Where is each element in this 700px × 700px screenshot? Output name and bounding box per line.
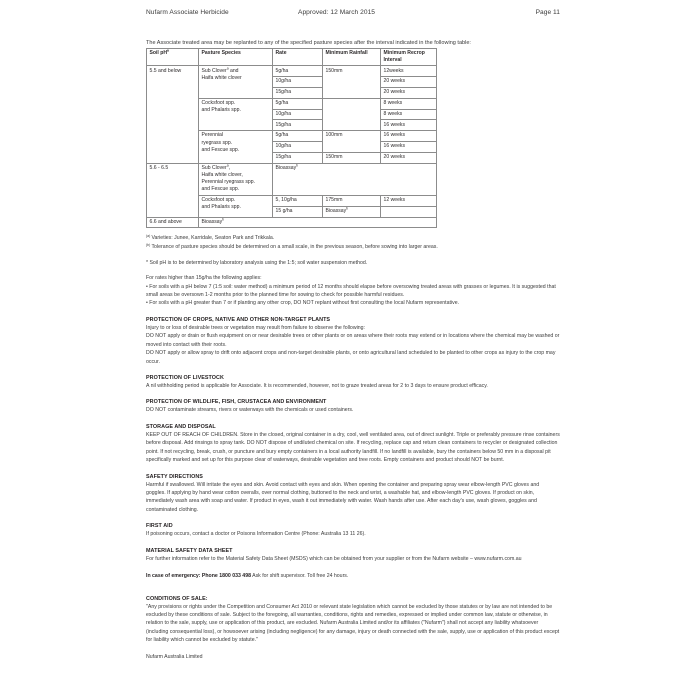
cell-rate: 15g/ha [273,120,323,131]
footnote-marker: a [226,65,229,70]
soil-ph-note: * Soil pH is to be determined by laboratory analysis using the 1:5; soil water suspension method. [146,260,368,267]
section-protection-of-crops [146,317,560,366]
section-heading: STORAGE AND DISPOSAL [146,423,216,430]
emergency-detail: Ask for shift supervisor. Toll free 24 hours. [250,573,349,580]
cell-rate: 10g/ha [273,109,323,120]
cell-minimum-recrop: 20 weeks [381,152,437,163]
cell-pasture-species: Cocksfoot spp. and Phalaris spp. [199,195,273,217]
footnote-marker: a [167,48,169,53]
section-storage-and-disposal [146,424,560,465]
cell-rate: 5, 10g/ha [273,195,323,206]
cell-minimum-recrop: 20 weeks [381,77,437,88]
cell-minimum-recrop: 12weeks [381,66,437,77]
spacer [146,581,560,587]
cell-soil-ph: 5.6 - 6.5 [147,163,199,217]
running-head-page-number: Page 11 [535,9,560,16]
section-paragraph: DO NOT contaminate streams, rivers or waterways with the chemicals or used containers. [146,407,354,414]
company-signoff: Nufarm Australia Limited [146,653,203,660]
cell-rate: 15g/ha [273,87,323,98]
footnote-marker: b [222,217,225,222]
replant-table-intro: The Associate treated area may be replanted to any of the specified pasture species after the interval indicated in the following table: [146,40,471,46]
footnote-marker: b [296,163,299,167]
section-heading: PROTECTION OF WILDLIFE, FISH, CRUSTACEA AND ENVIRONMENT [146,399,327,406]
section-protection-of-livestock [146,375,560,390]
cell-minimum-rainfall: 100mm [323,131,381,153]
cell-minimum-recrop: 16 weeks [381,120,437,131]
table-row [147,66,437,77]
cell-soil-ph: 6.6 and above [147,217,199,228]
section-paragraph: A nil withholding period is applicable for Associate. It is recommended, however, not to graze treated areas for 2 to 3 days to ensure product efficacy. [146,383,488,390]
cell-rate: 15 g/ha [273,206,323,217]
header-pasture-species: Pasture Species [199,49,273,66]
cell-pasture-species: Sub Clover$^a$, Haifa white clover, Perennial ryegrass spp. and Fescue spp. [199,163,273,195]
cell-rate: 10g/ha [273,141,323,152]
conditions-of-sale-body: "Any provisions or rights under the Competition and Consumer Act 2010 or relevant state legislation which cannot be excluded by those statutes or by law are not intended to be excluded by these conditions of sale. Subject to the foregoing, all warranties, conditions, rights and remedies, expressed or implied under common law, statute or otherwise, in relation to the sale, supply, use or application of this product, are excluded. Nufarm Australia Limited and/or its affiliates ("Nufarm") shall not accept any liability whatsoever (including consequential loss), or howsoever arising (including negligence) for any damage, injury or death connected with the sale, supply, use or application of this product except for liability which cannot be excluded by statute." [146,603,560,644]
higher-rates-bullet-2: • For soils with a pH greater than 7 or if planting any other crop, DO NOT replant without first consulting the local Nufarm representative. [146,300,460,307]
header-rate: Rate [273,49,323,66]
emergency-phone: In case of emergency: Phone 1800 033 498 [146,573,251,580]
footnote-marker-b: (b) [146,242,151,247]
section-material-safety-data-sheet [146,548,560,563]
section-heading: SAFETY DIRECTIONS [146,473,203,480]
emergency-line [146,572,560,580]
section-first-aid [146,523,560,538]
cell-bioassay: Bioassay$^b$ [273,163,437,195]
cell-rate: 5g/ha [273,66,323,77]
cell-minimum-recrop: 8 weeks [381,109,437,120]
section-heading: CONDITIONS OF SALE: [146,595,208,602]
cell-minimum-recrop: 8 weeks [381,98,437,109]
cell-minimum-rainfall [323,98,381,130]
cell-rate: 5g/ha [273,98,323,109]
table-header-row [147,49,437,66]
cell-minimum-rainfall: 150mm [323,66,381,98]
footnote-marker-a: (a) [146,233,151,238]
footnote-marker: a [226,163,229,167]
section-heading: MATERIAL SAFETY DATA SHEET [146,547,233,554]
cell-pasture-species: Perennial ryegrass spp. and Fescue spp. [199,131,273,163]
section-paragraph: For further information refer to the Material Safety Data Sheet (MSDS) which can be obtained from your supplier or from the Nufarm website – www.nufarm.com.au [146,555,522,562]
page-running-head [146,9,560,16]
higher-rates-lead: For rates higher than 15g/ha the following applies: [146,275,262,282]
section-paragraph: DO NOT apply or allow spray to drift onto adjacent crops and non-target desirable plants, or onto agricultural land scheduled to be planted to other crops as injury to the crop may occur. [146,350,556,365]
cell-minimum-rainfall: 150mm [323,152,381,163]
cell-rate: 10g/ha [273,77,323,88]
section-conditions-of-sale [146,596,560,645]
table-row [147,163,437,195]
cell-pasture-species: Cocksfoot spp. and Phalaris spp. [199,98,273,130]
section-paragraph: If poisoning occurs, contact a doctor or Poisons Information Centre (Phone: Australia 13 11 26). [146,531,366,538]
section-heading: FIRST AID [146,523,173,530]
cell-rate: 5g/ha [273,131,323,142]
section-paragraph: KEEP OUT OF REACH OF CHILDREN. Store in the closed, original container in a dry, cool, well ventilated area, out of direct sunlight. Triple or preferably pressure rinse containers before disposal. Add rinsings to spray tank. DO NOT dispose of undiluted chemical on site. If recycling, replace cap and return clean containers to recycler or designated collection point. If not recycling, break, crush, or puncture and bury empty containers in a local authority landfill. If no landfill is available, bury the containers below 50 mm in a disposal pit specifically marked and set up for this purpose clear of waterways, desirable vegetation and tree roots. Empty containers and product should NOT be burnt. [146,431,560,464]
section-paragraph: Injury to or loss of desirable trees or vegetation may result from failure to observe the following: [146,324,365,331]
replant-interval-table [146,48,437,228]
header-minimum-recrop: Minimum Recrop Interval [381,49,437,66]
section-protection-of-wildlife [146,399,560,414]
header-minimum-rainfall: Minimum Rainfall [323,49,381,66]
running-head-approval: Approved: 12 March 2015 [298,9,376,16]
cell-minimum-recrop: 16 weeks [381,141,437,152]
footnote-a: $^{(a)}$Varieties: Junee, Karridale, Seaton Park and Trikkala. [146,233,275,242]
section-heading: PROTECTION OF LIVESTOCK [146,375,224,382]
section-heading: PROTECTION OF CROPS, NATIVE AND OTHER NON-TARGET PLANTS [146,316,331,323]
table-footnotes [146,234,560,252]
table-row [147,217,437,228]
cell-minimum-rainfall: 175mm [323,195,381,206]
header-soil-ph: Soil pH$^a$ [147,49,199,66]
cell-minimum-recrop: 20 weeks [381,87,437,98]
higher-rates-bullet-1: • For soils with a pH below 7 (1:5 soil: water method) a minimum period of 12 months should elapse before oversowing treated areas with grasses or legumes. It is suggested that small areas be oversown 1-2 months prior to the planned time for sowing to check for possible harmful residues. [146,283,556,299]
cell-minimum-recrop: 12 weeks [381,195,437,206]
cell-bioassay: Bioassay$^b$ [199,217,437,228]
cell-minimum-rainfall: Bioassay$^b$ [323,206,381,217]
section-paragraph: DO NOT apply or drain or flush equipment on or near desirable trees or other plants or on areas where their roots may extend or in locations where the chemical may be washed or moved into contact with their roots. [146,333,560,348]
higher-rates-block [146,274,560,308]
cell-soil-ph: 5.5 and below [147,66,199,163]
section-paragraph: Harmful if swallowed. Will irritate the eyes and skin. Avoid contact with eyes and skin. When opening the container and preparing spray wear elbow-length PVC gloves and goggles. If applying by hand wear cotton overalls, over normal clothing, buttoned to the neck and wrist, a washable hat, and elbow-length PVC gloves. If product on skin, immediately wash area with soap and water. If product in eyes, wash it out immediately with water. Wash hands after use. After each day's use, wash gloves, goggles and contaminated clothing. [146,481,540,513]
cell-minimum-recrop: 16 weeks [381,131,437,142]
cell-minimum-recrop [381,206,437,217]
running-head-product: Nufarm Associate Herbicide [146,9,229,16]
footnote-b: $^{(b)}$Tolerance of pasture species should be determined on a small scale, in the previous season, before sowing into larger areas. [146,242,438,251]
cell-pasture-species: Sub Clover$^a$ and Haifa white clover [199,66,273,98]
cell-rate: 15g/ha [273,152,323,163]
section-safety-directions [146,474,560,515]
footnote-marker: b [346,206,349,211]
